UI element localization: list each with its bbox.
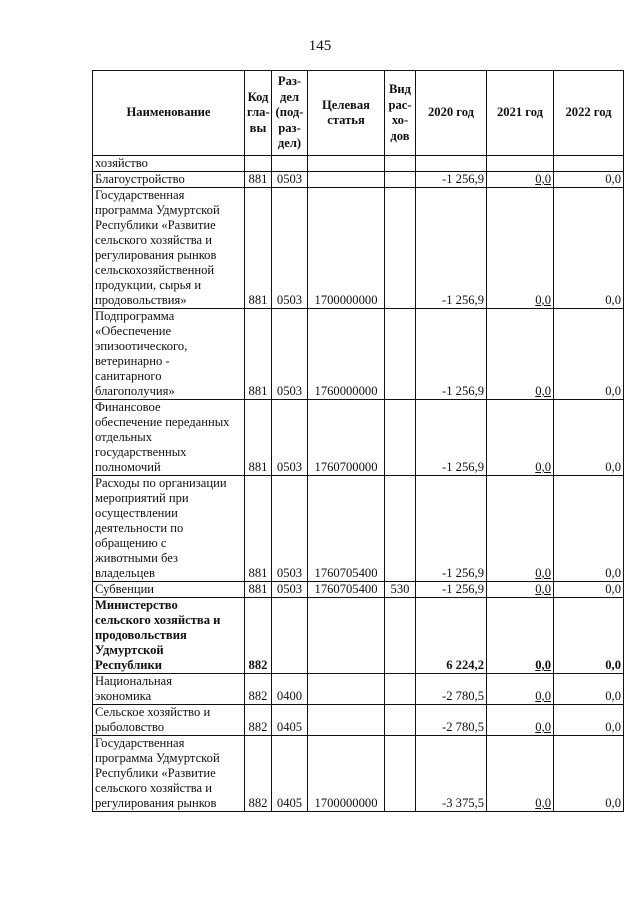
cell-type <box>385 188 416 309</box>
table-row <box>93 188 624 309</box>
cell-2022 <box>554 156 624 172</box>
cell-target: 1700000000 <box>308 188 385 309</box>
cell-type <box>385 309 416 400</box>
table-row <box>93 476 624 582</box>
cell-2022: 0,0 <box>554 172 624 188</box>
cell-section: 0503 <box>272 172 308 188</box>
cell-section: 0405 <box>272 705 308 736</box>
cell-target <box>308 705 385 736</box>
table-row <box>93 172 624 188</box>
cell-name: Субвенции <box>93 582 245 598</box>
cell-type: 530 <box>385 582 416 598</box>
cell-target <box>308 598 385 674</box>
cell-section: 0503 <box>272 400 308 476</box>
budget-table <box>92 70 624 812</box>
cell-code <box>245 156 272 172</box>
cell-2022: 0,0 <box>554 674 624 705</box>
cell-2020 <box>416 156 487 172</box>
cell-target: 1760705400 <box>308 476 385 582</box>
page-number: 145 <box>308 38 332 54</box>
cell-2020: -2 780,5 <box>416 705 487 736</box>
table-row <box>93 156 624 172</box>
cell-code: 882 <box>245 674 272 705</box>
header-2022: 2022 год <box>554 71 624 156</box>
cell-type <box>385 674 416 705</box>
cell-2022: 0,0 <box>554 598 624 674</box>
cell-section: 0503 <box>272 309 308 400</box>
cell-2022: 0,0 <box>554 736 624 812</box>
cell-2021: 0,0 <box>487 705 554 736</box>
header-type: Вид рас- хо- дов <box>385 71 416 156</box>
cell-section: 0503 <box>272 188 308 309</box>
cell-code: 881 <box>245 582 272 598</box>
cell-code: 881 <box>245 476 272 582</box>
cell-section: 0400 <box>272 674 308 705</box>
cell-code: 882 <box>245 598 272 674</box>
table-row <box>93 674 624 705</box>
cell-2022: 0,0 <box>554 309 624 400</box>
cell-name: Подпрограмма «Обеспечение эпизоотического, ветеринарно - санитарного благополучия» <box>93 309 245 400</box>
cell-2021: 0,0 <box>487 309 554 400</box>
header-2021: 2021 год <box>487 71 554 156</box>
cell-name: Сельское хозяйство и рыболовство <box>93 705 245 736</box>
cell-2021: 0,0 <box>487 188 554 309</box>
cell-section <box>272 156 308 172</box>
cell-code: 881 <box>245 309 272 400</box>
cell-code: 881 <box>245 188 272 309</box>
cell-code: 881 <box>245 400 272 476</box>
cell-name: Государственная программа Удмуртской Республики «Развитие сельского хозяйства и регулирования рынков <box>93 736 245 812</box>
cell-name: Государственная программа Удмуртской Республики «Развитие сельского хозяйства и регулирования рынков сельскохозяйственной продукции, сырья и продовольствия» <box>93 188 245 309</box>
header-code: Код гла- вы <box>245 71 272 156</box>
cell-target <box>308 674 385 705</box>
cell-2022: 0,0 <box>554 582 624 598</box>
cell-target <box>308 156 385 172</box>
cell-2021 <box>487 156 554 172</box>
header-2020: 2020 год <box>416 71 487 156</box>
cell-2021: 0,0 <box>487 736 554 812</box>
cell-target <box>308 172 385 188</box>
header-target: Целевая статья <box>308 71 385 156</box>
cell-2020: -3 375,5 <box>416 736 487 812</box>
cell-name: Расходы по организации мероприятий при осуществлении деятельности по обращению с животными без владельцев <box>93 476 245 582</box>
table-row <box>93 309 624 400</box>
cell-target: 1700000000 <box>308 736 385 812</box>
header-section: Раз- дел (под- раз- дел) <box>272 71 308 156</box>
cell-target: 1760705400 <box>308 582 385 598</box>
cell-2021: 0,0 <box>487 400 554 476</box>
cell-type <box>385 172 416 188</box>
table-row <box>93 400 624 476</box>
cell-2020: -1 256,9 <box>416 476 487 582</box>
cell-2020: -2 780,5 <box>416 674 487 705</box>
cell-2020: -1 256,9 <box>416 188 487 309</box>
table-row <box>93 705 624 736</box>
cell-type <box>385 705 416 736</box>
cell-name: Национальная экономика <box>93 674 245 705</box>
cell-2020: -1 256,9 <box>416 400 487 476</box>
cell-2022: 0,0 <box>554 400 624 476</box>
cell-section: 0405 <box>272 736 308 812</box>
cell-2022: 0,0 <box>554 705 624 736</box>
cell-code: 882 <box>245 736 272 812</box>
cell-name: хозяйство <box>93 156 245 172</box>
cell-2022: 0,0 <box>554 476 624 582</box>
cell-2021: 0,0 <box>487 674 554 705</box>
table-row <box>93 736 624 812</box>
cell-2020: -1 256,9 <box>416 172 487 188</box>
cell-2020: -1 256,9 <box>416 309 487 400</box>
cell-2021: 0,0 <box>487 598 554 674</box>
cell-name: Министерство сельского хозяйства и продовольствия Удмуртской Республики <box>93 598 245 674</box>
cell-name: Финансовое обеспечение переданных отдельных государственных полномочий <box>93 400 245 476</box>
cell-target: 1760700000 <box>308 400 385 476</box>
cell-target: 1760000000 <box>308 309 385 400</box>
cell-type <box>385 400 416 476</box>
cell-code: 881 <box>245 172 272 188</box>
cell-2020: -1 256,9 <box>416 582 487 598</box>
cell-type <box>385 736 416 812</box>
cell-name: Благоустройство <box>93 172 245 188</box>
header-name: Наименование <box>93 71 245 156</box>
table-header-row <box>93 71 624 156</box>
cell-section <box>272 598 308 674</box>
cell-type <box>385 476 416 582</box>
cell-type <box>385 156 416 172</box>
cell-2021: 0,0 <box>487 582 554 598</box>
cell-section: 0503 <box>272 476 308 582</box>
cell-2022: 0,0 <box>554 188 624 309</box>
cell-2021: 0,0 <box>487 476 554 582</box>
cell-code: 882 <box>245 705 272 736</box>
cell-2021: 0,0 <box>487 172 554 188</box>
table-row <box>93 598 624 674</box>
cell-2020: 6 224,2 <box>416 598 487 674</box>
table-row <box>93 582 624 598</box>
cell-type <box>385 598 416 674</box>
cell-section: 0503 <box>272 582 308 598</box>
